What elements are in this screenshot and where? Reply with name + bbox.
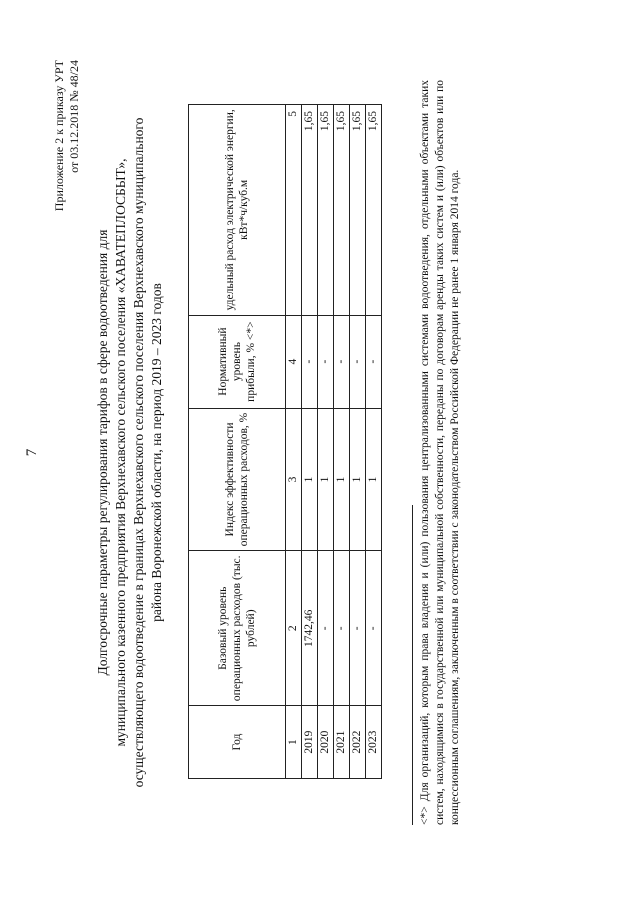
appendix-line-1: Приложение 2 к приказу УРТ bbox=[52, 60, 66, 212]
header-energy-consumption: удельный расход электрической энергии, кВт*ч/куб.м bbox=[189, 105, 286, 316]
column-number: 3 bbox=[286, 408, 302, 551]
column-number-row bbox=[286, 105, 302, 779]
year-cell: 2019 bbox=[302, 706, 318, 779]
title-line-1: Долгосрочные параметры регулирования тарифов в сфере водоотведения для bbox=[95, 229, 110, 676]
column-number: 2 bbox=[286, 551, 302, 706]
profit-level-cell: - bbox=[366, 315, 382, 408]
energy-consumption-cell: 1,65 bbox=[334, 105, 350, 316]
year-cell: 2020 bbox=[318, 706, 334, 779]
efficiency-index-cell: 1 bbox=[350, 408, 366, 551]
base-opex-cell: - bbox=[350, 551, 366, 706]
efficiency-index-cell: 1 bbox=[334, 408, 350, 551]
base-opex-cell: - bbox=[366, 551, 382, 706]
energy-consumption-cell: 1,65 bbox=[366, 105, 382, 316]
document-title bbox=[94, 0, 166, 905]
header-base-opex: Базовый уровень операционных расходов (тыс. рублей) bbox=[189, 551, 286, 706]
parameters-table bbox=[188, 104, 382, 779]
profit-level-cell: - bbox=[302, 315, 318, 408]
year-cell: 2022 bbox=[350, 706, 366, 779]
table-row bbox=[334, 105, 350, 779]
profit-level-cell: - bbox=[318, 315, 334, 408]
footnote-text: <*> Для организаций, которым права владения и (или) пользования централизованными системами водоотведения, отдельными объектами таких систем, находящимися в государственной или муниципальной собственности, переданы по договорам аренды таких систем и (или) объектов или по концессионным соглашениям, заключенным в соответствии с законодательством Российской Федерации не ранее 1 января 2014 года. bbox=[419, 80, 461, 825]
base-opex-cell: - bbox=[318, 551, 334, 706]
page-number: 7 bbox=[24, 448, 40, 457]
base-opex-cell: - bbox=[334, 551, 350, 706]
year-cell: 2021 bbox=[334, 706, 350, 779]
title-line-2: муниципального казенного предприятия Верхнехавского сельского поселения «ХАВАТЕПЛОСБЫТ», bbox=[113, 158, 128, 747]
table-row bbox=[302, 105, 318, 779]
efficiency-index-cell: 1 bbox=[318, 408, 334, 551]
efficiency-index-cell: 1 bbox=[366, 408, 382, 551]
efficiency-index-cell: 1 bbox=[302, 408, 318, 551]
title-line-4: района Воронежской области, на период 2019 – 2023 годов bbox=[149, 283, 164, 622]
energy-consumption-cell: 1,65 bbox=[302, 105, 318, 316]
energy-consumption-cell: 1,65 bbox=[350, 105, 366, 316]
year-cell: 2023 bbox=[366, 706, 382, 779]
base-opex-cell: 1742,46 bbox=[302, 551, 318, 706]
header-year: Год bbox=[189, 706, 286, 779]
column-number: 4 bbox=[286, 315, 302, 408]
appendix-line-2: от 03.12.2018 № 48/24 bbox=[67, 60, 81, 173]
energy-consumption-cell: 1,65 bbox=[318, 105, 334, 316]
footnote-divider bbox=[412, 505, 413, 825]
header-efficiency-index: Индекс эффективности операционных расходов, % bbox=[189, 408, 286, 551]
table-header-row bbox=[189, 105, 286, 779]
title-line-3: осуществляющего водоотведение в границах Верхнехавского сельского поселения Верхнехавского муниципального bbox=[131, 117, 146, 788]
profit-level-cell: - bbox=[350, 315, 366, 408]
table-row bbox=[350, 105, 366, 779]
column-number: 1 bbox=[286, 706, 302, 779]
table-row bbox=[318, 105, 334, 779]
table-row bbox=[366, 105, 382, 779]
appendix-reference bbox=[52, 60, 82, 211]
profit-level-cell: - bbox=[334, 315, 350, 408]
header-profit-level: Нормативный уровень прибыли, % <*> bbox=[189, 315, 286, 408]
column-number: 5 bbox=[286, 105, 302, 316]
